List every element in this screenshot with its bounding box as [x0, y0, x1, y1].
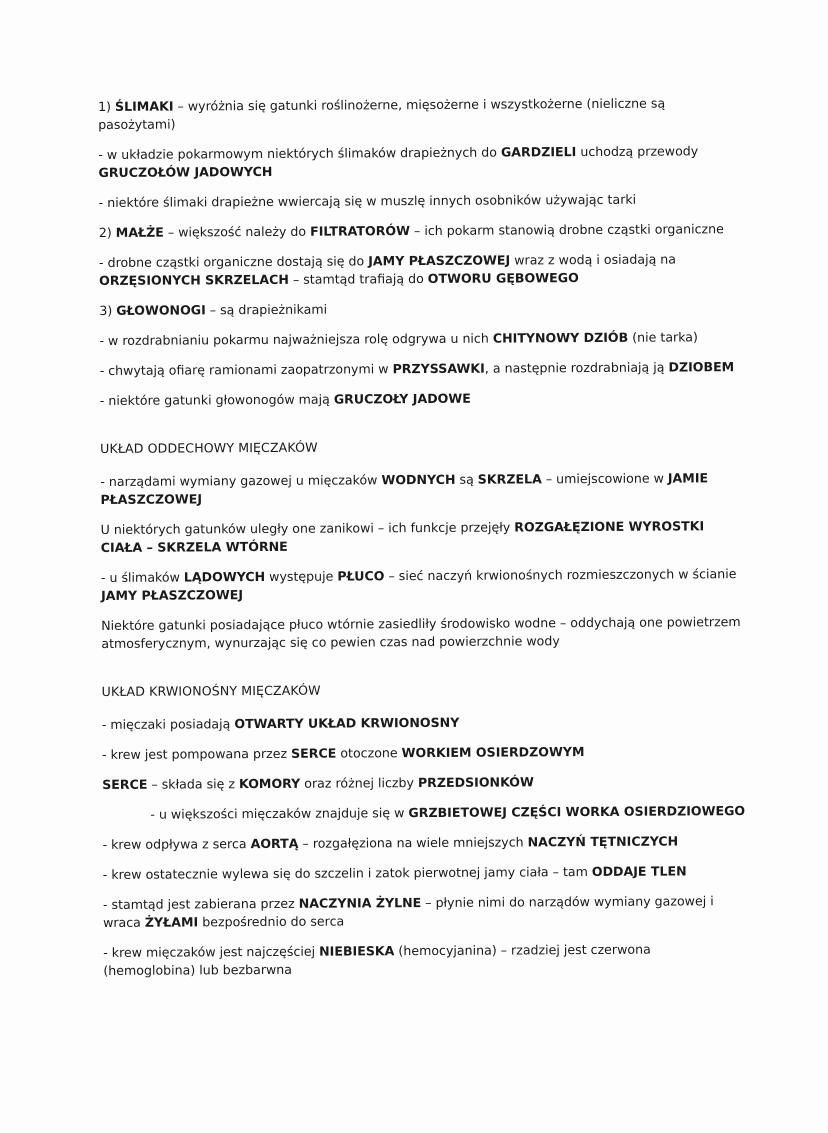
- text-run: Niektóre gatunki posiadające płuco wtórnie zasiedliły środowisko wodne – oddychają one powietrzem atmosferycznym, wynurzając się co pewien czas nad powierzchnie wody: [101, 614, 741, 651]
- bold-term: GARDZIELI: [500, 144, 577, 160]
- text-run: otoczone: [336, 745, 402, 761]
- text-run: - mięczaki posiadają: [101, 716, 235, 732]
- bold-term: ORZĘSIONYCH SKRZELACH: [99, 271, 289, 288]
- text-run: – umiejscowione w: [541, 470, 668, 487]
- text-run: – płynie nimi do narządów wymiany gazowej i wraca: [102, 893, 714, 930]
- text-paragraph: [103, 862, 743, 884]
- text-run: uchodzą przewody: [576, 143, 699, 160]
- text-paragraph: [101, 517, 741, 557]
- text-paragraph: [100, 469, 740, 509]
- text-paragraph: [102, 712, 742, 734]
- bold-term: CHITYNOWY DZIÓB: [492, 329, 629, 346]
- bold-term: NACZYNIA ŻYLNE: [298, 895, 422, 911]
- text-run: - u większości mięczaków znajduje się w: [150, 805, 409, 822]
- text-run: UKŁAD ODDECHOWY MIĘCZAKÓW: [100, 439, 318, 456]
- text-run: wraz z wodą i osiadają na: [510, 251, 677, 268]
- text-run: – składa się z: [147, 776, 240, 792]
- text-paragraph: [102, 802, 772, 824]
- bold-term: GRZBIETOWEJ CZĘŚCI WORKA OSIERDZIOWEGO: [408, 803, 746, 821]
- bold-term: PRZEDSIONKÓW: [417, 774, 534, 791]
- section-heading: [102, 679, 742, 701]
- bold-term: ŻYŁAMI: [144, 914, 199, 930]
- text-run: bezpośrednio do serca: [198, 913, 345, 930]
- text-run: - w rozdrabnianiu pokarmu najważniejsza rolę odgrywa u nich: [99, 330, 493, 348]
- bold-term: ROZGAŁĘZIONE WYROSTKI CIAŁA – SKRZELA WTÓRNE: [100, 518, 705, 555]
- text-run: (nie tarka): [628, 329, 698, 345]
- text-run: – ich pokarm stanowią drobne cząstki organiczne: [409, 221, 724, 239]
- bold-term: NACZYŃ TĘTNICZYCH: [527, 833, 679, 850]
- bold-term: WODNYCH: [381, 471, 456, 488]
- text-paragraph: [99, 250, 739, 290]
- text-paragraph: [101, 565, 741, 605]
- text-run: - niektóre gatunki głowonogów mają: [99, 391, 334, 408]
- bold-term: GRUCZOŁÓW JADOWYCH: [98, 163, 273, 180]
- text-run: (hemocyjanina) – rzadziej jest czerwona (hemoglobina) lub bezbarwna: [103, 941, 651, 978]
- bold-term: JAMY PŁASZCZOWEJ: [368, 252, 511, 269]
- bold-term: KOMORY: [238, 775, 301, 792]
- bold-term: SERCE: [102, 776, 148, 792]
- bold-term: AORTĄ: [250, 835, 299, 852]
- text-run: – stamtąd trafiają do: [288, 270, 428, 287]
- text-run: 2): [98, 224, 116, 240]
- text-run: - krew jest pompowana przez: [101, 745, 292, 762]
- bold-term: ODDAJE TLEN: [591, 863, 687, 879]
- bold-term: ŚLIMAKI: [114, 98, 174, 114]
- text-run: oraz różnej liczby: [300, 775, 418, 791]
- bold-term: NIEBIESKA: [319, 943, 395, 959]
- text-run: są: [455, 471, 478, 487]
- text-paragraph: [102, 772, 742, 794]
- text-run: 3): [99, 302, 117, 318]
- bold-term: SKRZELA: [477, 471, 542, 487]
- text-paragraph: [103, 892, 743, 932]
- bold-term: GRUCZOŁY JADOWE: [333, 390, 471, 407]
- bold-term: LĄDOWYCH: [183, 568, 266, 585]
- text-paragraph: [99, 298, 739, 320]
- text-paragraph: [99, 328, 739, 350]
- text-run: - krew odpływa z serca: [102, 836, 251, 852]
- text-paragraph: [102, 742, 742, 764]
- text-paragraph: [100, 388, 740, 410]
- text-paragraph: [99, 220, 739, 242]
- text-run: - krew ostatecznie wylewa się do szczelin i zatok pierwotnej jamy ciała – tam: [102, 863, 592, 882]
- text-paragraph: [103, 940, 743, 980]
- text-run: – rozgałęziona na wiele mniejszych: [298, 834, 528, 851]
- bold-term: JAMY PŁASZCZOWEJ: [100, 587, 244, 603]
- text-run: - chwytają ofiarę ramionami zaopatrzonymi w: [99, 361, 393, 378]
- text-paragraph: [103, 832, 743, 854]
- text-run: występuje: [265, 568, 338, 584]
- bold-term: GŁOWONOGI: [116, 302, 206, 318]
- text-run: - u ślimaków: [100, 569, 184, 585]
- bold-term: OTWARTY UKŁAD KRWIONOSNY: [234, 714, 460, 732]
- bold-term: WORKIEM OSIERDZOWYM: [401, 744, 585, 761]
- text-run: - w układzie pokarmowym niektórych ślimaków drapieżnych do: [98, 144, 501, 162]
- bold-term: SERCE: [291, 745, 337, 761]
- text-run: U niektórych gatunków uległy one zanikowi – ich funkcje przejęły: [100, 519, 515, 537]
- text-paragraph: [98, 94, 738, 134]
- bold-term: DZIOBEM: [668, 359, 735, 375]
- bold-term: PŁUCO: [337, 568, 385, 584]
- text-paragraph: [98, 142, 738, 182]
- text-paragraph: [100, 358, 740, 380]
- document-body: [98, 94, 773, 980]
- text-run: 1): [98, 98, 116, 114]
- bold-term: MAŁŻE: [115, 224, 164, 240]
- text-paragraph: [99, 190, 739, 212]
- text-run: – większość należy do: [163, 223, 311, 240]
- text-run: – sieć naczyń krwionośnych rozmieszczonych w ścianie: [384, 566, 737, 584]
- text-run: - stamtąd jest zabierana przez: [102, 895, 299, 912]
- text-run: UKŁAD KRWIONOŚNY MIĘCZAKÓW: [101, 682, 321, 699]
- text-run: - krew mięczaków jest najczęściej: [103, 943, 320, 960]
- text-run: – są drapieżnikami: [205, 301, 328, 318]
- bold-term: FILTRATORÓW: [310, 223, 411, 239]
- section-heading: [100, 436, 740, 458]
- bold-term: PRZYSSAWKI: [392, 360, 485, 377]
- text-run: - niektóre ślimaki drapieżne wwiercają się w muszlę innych osobników używając tarki: [98, 191, 637, 210]
- bold-term: JAMIE PŁASZCZOWEJ: [100, 470, 709, 507]
- text-paragraph: [101, 613, 741, 653]
- bold-term: OTWORU GĘBOWEGO: [427, 270, 579, 286]
- text-run: – wyróżnia się gatunki roślinożerne, mięsożerne i wszystkożerne (nieliczne są pasożytami): [98, 95, 666, 132]
- text-run: - narządami wymiany gazowej u mięczaków: [100, 472, 382, 489]
- text-run: - drobne cząstki organiczne dostają się do: [98, 253, 369, 270]
- text-run: , a następnie rozdrabniają ją: [484, 359, 669, 376]
